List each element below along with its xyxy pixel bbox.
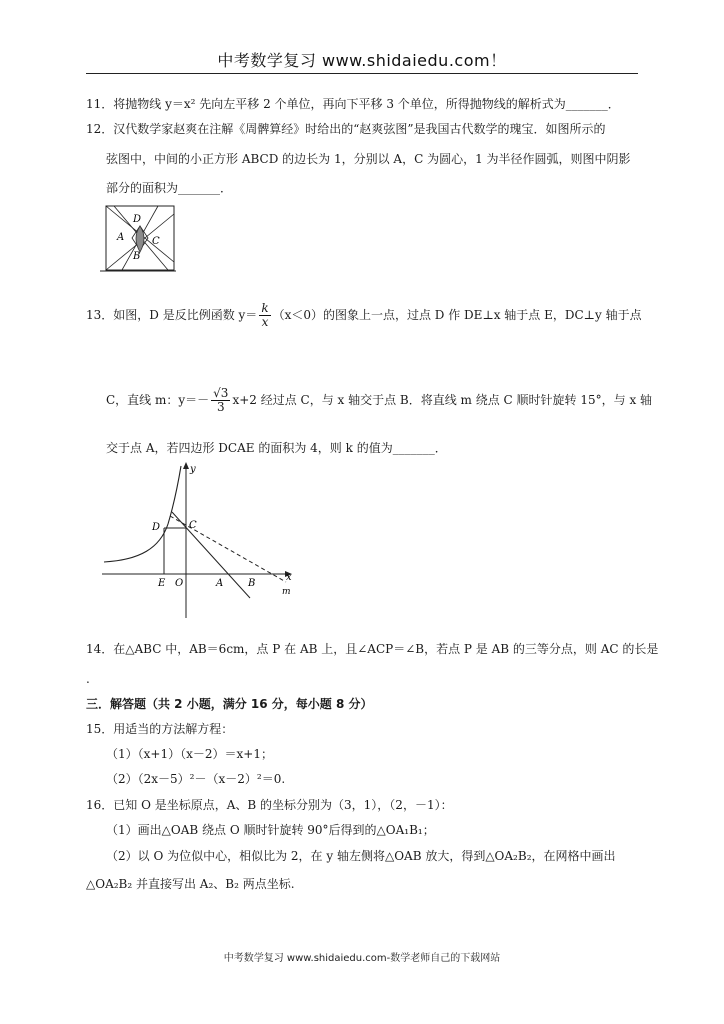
q13-line1-pre: 13．如图，D 是反比例函数 y＝ — [86, 308, 258, 322]
question-13-line-3: 交于点 A，若四边形 DCAE 的面积为 4，则 k 的值为_______． — [106, 441, 447, 455]
q13-line2-post: x+2 经过点 C，与 x 轴交于点 B．将直线 m 绕点 C 顺时针旋转 15°，与 x 轴 — [232, 393, 653, 407]
label-e: E — [158, 578, 166, 589]
inverse-function-diagram — [100, 458, 300, 620]
header-rule — [86, 73, 638, 74]
question-11: 11．将抛物线 y＝x² 先向左平移 2 个单位，再向下平移 3 个单位，所得抛物线的解析式为_______． — [86, 97, 620, 111]
question-12-line-2: 弦图中，中间的小正方形 ABCD 的边长为 1，分别以 A，C 为圆心，1 为半径作圆弧，则图中阴影 — [106, 152, 631, 166]
frac-denominator: x — [261, 315, 269, 329]
label-c: C — [152, 236, 160, 247]
frac-numerator: √3 — [213, 386, 229, 400]
label-c: C — [189, 520, 197, 531]
question-15-part-2: （2）（2x－5）²－（x－2）²＝0. — [106, 772, 286, 786]
label-d: D — [133, 214, 142, 225]
label-b: B — [248, 578, 256, 589]
zhao-shuang-diagram — [100, 200, 180, 276]
section-3-title: 三．解答题（共 2 小题，满分 16 分，每小题 8 分） — [86, 697, 373, 711]
frac-numerator: k — [261, 301, 269, 315]
question-16-title: 16．已知 O 是坐标原点，A、B 的坐标分别为（3，1），（2，－1）： — [86, 798, 453, 812]
question-15-title: 15．用适当的方法解方程： — [86, 722, 234, 736]
question-13-line-2 — [106, 387, 652, 414]
label-a: A — [216, 578, 224, 589]
label-m: m — [282, 587, 291, 597]
q13-line1-post: （x＜0）的图象上一点，过点 D 作 DE⊥x 轴于点 E，DC⊥y 轴于点 — [272, 308, 642, 322]
page-header-title: 中考数学复习 www.shidaiedu.com！ — [217, 51, 507, 70]
hyperbola-curve — [104, 466, 181, 562]
line-m — [170, 516, 286, 582]
question-13-line-1 — [86, 302, 642, 329]
question-16-part-1: （1）画出△OAB 绕点 O 顺时针旋转 90°后得到的△OA₁B₁； — [106, 823, 435, 837]
q13-fraction-k-over-x — [259, 302, 270, 329]
label-a: A — [117, 232, 125, 243]
question-14-line-1: 14．在△ABC 中，AB＝6cm，点 P 在 AB 上，且∠ACP＝∠B，若点 P 是 AB 的三等分点，则 AC 的长是 — [86, 642, 659, 656]
label-o: O — [175, 578, 184, 589]
question-16-part-2-cont: △OA₂B₂ 并直接写出 A₂、B₂ 两点坐标. — [86, 877, 295, 891]
label-d: D — [152, 522, 161, 533]
question-15-part-1: （1）（x+1）（x－2）＝x+1； — [106, 747, 273, 761]
page-footer: 中考数学复习 www.shidaiedu.com-数学老师自己的下载网站 — [223, 953, 501, 964]
frac-denominator: 3 — [216, 400, 225, 414]
question-16-part-2: （2）以 O 为位似中心，相似比为 2，在 y 轴左侧将△OAB 放大，得到△OA₂B₂，在网格中画出 — [106, 849, 616, 863]
y-axis-arrow — [183, 462, 189, 469]
label-x: x — [286, 572, 292, 583]
label-y: y — [190, 464, 196, 475]
question-12-line-3: 部分的面积为_______． — [106, 181, 233, 195]
question-14-line-2: . — [86, 672, 90, 686]
question-12-line-1: 12．汉代数学家赵爽在注解《周髀算经》时给出的“赵爽弦图”是我国古代数学的瑰宝．如图所示的 — [86, 122, 606, 136]
q13-line2-pre: C，直线 m：y＝－ — [106, 393, 210, 407]
label-b: B — [133, 251, 141, 262]
q13-fraction-root3-over-3 — [211, 387, 230, 414]
